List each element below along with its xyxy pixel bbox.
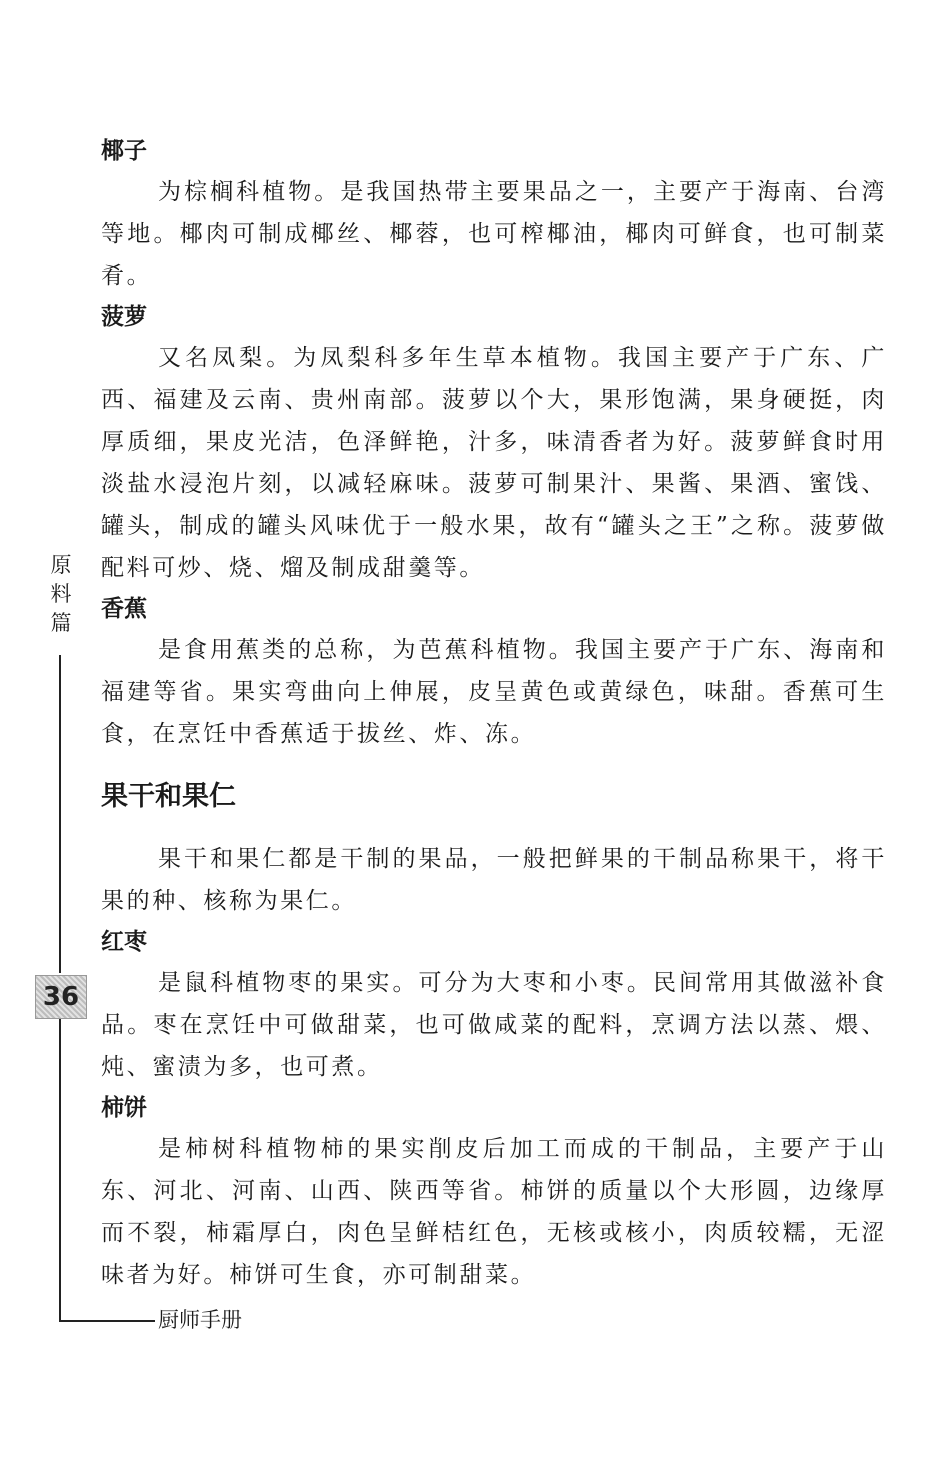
margin-rule-lower	[59, 1019, 61, 1321]
page-number: 36	[35, 975, 87, 1019]
margin-rule-upper	[59, 655, 61, 973]
paragraph-coconut: 为棕榈科植物。是我国热带主要果品之一，主要产于海南、台湾等地。椰肉可制成椰丝、椰蓉，也可榨椰油，椰肉可鲜食，也可制菜肴。	[101, 179, 887, 289]
heading-coconut: 椰子	[101, 138, 147, 164]
side-label-char: 料	[50, 582, 72, 606]
paragraph-banana: 是食用蕉类的总称，为芭蕉科植物。我国主要产于广东、海南和福建等省。果实弯曲向上伸展，皮呈黄色或黄绿色，味甜。香蕉可生食，在烹饪中香蕉适于拔丝、炸、冻。	[101, 637, 887, 747]
heading-red-date: 红枣	[101, 929, 147, 955]
section-title-dried-fruit: 果干和果仁	[101, 781, 236, 812]
footer-book-title: 厨师手册	[158, 1308, 242, 1332]
page-content	[101, 131, 887, 1296]
paragraph-pineapple: 又名凤梨。为凤梨科多年生草本植物。我国主要产于广东、广西、福建及云南、贵州南部。菠萝以个大，果形饱满，果身硬挺，肉厚质细，果皮光洁，色泽鲜艳，汁多，味清香者为好。菠萝鲜食时用淡盐水浸泡片刻，以减轻麻味。菠萝可制果汁、果酱、果酒、蜜饯、罐头，制成的罐头风味优于一般水果，故有“罐头之王”之称。菠萝做配料可炒、烧、熘及制成甜羹等。	[101, 345, 887, 581]
side-label-char: 篇	[50, 611, 72, 635]
paragraph-red-date: 是鼠科植物枣的果实。可分为大枣和小枣。民间常用其做滋补食品。枣在烹饪中可做甜菜，也可做咸菜的配料，烹调方法以蒸、煨、炖、蜜渍为多，也可煮。	[101, 970, 887, 1080]
side-label-char: 原	[50, 553, 72, 577]
side-chapter-label	[46, 551, 76, 638]
footer-rule	[59, 1320, 155, 1322]
heading-pineapple: 菠萝	[101, 304, 147, 330]
paragraph-persimmon-cake: 是柿树科植物柿的果实削皮后加工而成的干制品，主要产于山东、河北、河南、山西、陕西等省。柿饼的质量以个大形圆，边缘厚而不裂，柿霜厚白，肉色呈鲜桔红色，无核或核小，肉质较糯，无涩味者为好。柿饼可生食，亦可制甜菜。	[101, 1136, 887, 1288]
heading-persimmon-cake: 柿饼	[101, 1095, 147, 1121]
heading-banana: 香蕉	[101, 596, 147, 622]
paragraph-dried-fruit-intro: 果干和果仁都是干制的果品，一般把鲜果的干制品称果干，将干果的种、核称为果仁。	[101, 846, 887, 914]
